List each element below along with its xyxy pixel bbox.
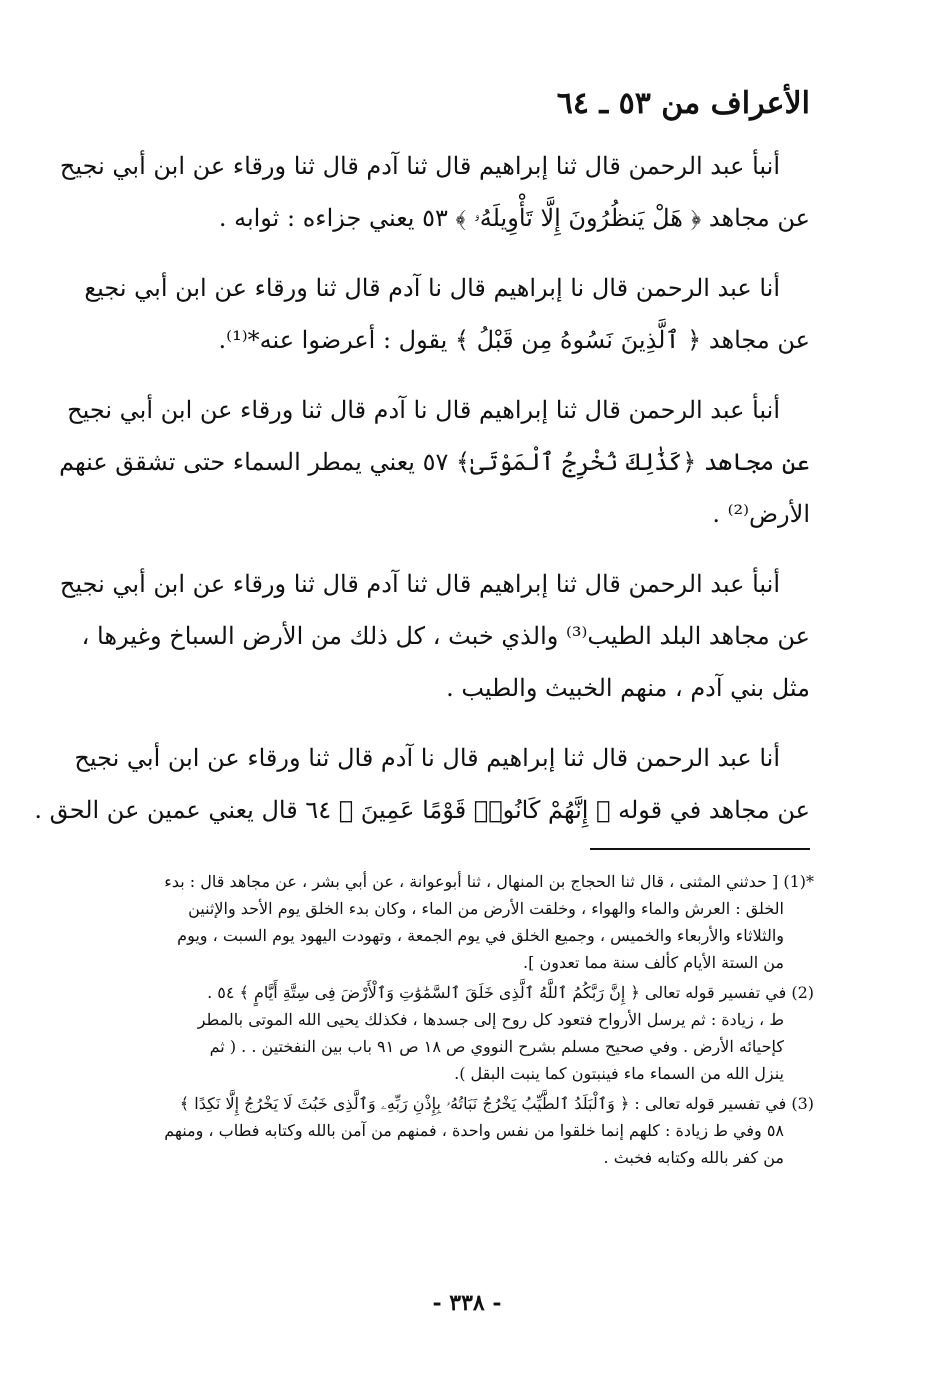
- footnote-1: [114, 868, 814, 976]
- page-header-title: الأعراف من ٥٣ ـ ٦٤: [556, 86, 810, 121]
- footnotes: [114, 868, 814, 1174]
- page-number: - ٣٣٨ -: [432, 1290, 502, 1316]
- text-line: عن مجاهد في قوله ﴿ إِنَّهُمْ كَانُوا۟ قَوْمًا عَمِينَ ﴾ ٦٤ قال يعني عمين عن الحق .: [34, 796, 810, 824]
- footnote-line: (3) في تفسير قوله تعالى : ﴿ وَٱلْبَلَدُ ٱلطَّيِّبُ يَخْرُجُ نَبَاتُهُۥ بِإِذْنِ رَبِّهِۦ وَٱلَّذِى خَبُثَ لَا يَخْرُجُ إِلَّا نَكِدًا ﴾: [179, 1094, 814, 1113]
- text-line: أنبأ عبد الرحمن قال ثنا إبراهيم قال نا آدم قال ثنا ورقاء عن ابن أبي نجيح: [67, 396, 780, 424]
- footnote-divider: [590, 848, 810, 850]
- text-line: مثل بني آدم ، منهم الخبيث والطيب .: [446, 674, 810, 702]
- footnote-line: والثلاثاء والأربعاء والخميس ، وجميع الخلق في يوم الجمعة ، وتهودت اليهود يوم السبت ، ويوم: [177, 926, 784, 945]
- footnote-line: من الستة الأيام كألف سنة مما تعدون ].: [523, 953, 784, 972]
- footnote-line: (2) في تفسير قوله تعالى ﴿ إِنَّ رَبَّكُمُ ٱللَّهُ ٱلَّذِى خَلَقَ ٱلسَّمَٰوَٰتِ وَٱلْأَرْضَ فِى سِتَّةِ أَيَّامٍ ﴾ ٥٤ .: [207, 983, 814, 1002]
- paragraph-4: [59, 558, 810, 714]
- text-line: أنا عبد الرحمن قال نا إبراهيم قال نا آدم قال ثنا ورقاء عن ابن أبي نجيع: [84, 274, 780, 302]
- text-line: عن مجاهد ﴿كَذَٰلِكَ نُخْرِجُ ٱلْمَوْتَىٰ﴾ ٥٧ يعني يمطر السماء حتى تشقق عنهم: [59, 448, 810, 476]
- text-line: الأرض⁽²⁾ .: [712, 500, 810, 528]
- text-line: عن مجاهد البلد الطيب⁽³⁾ والذي خبث ، كل ذلك من الأرض السباخ وغيرها ،: [81, 622, 810, 650]
- footnote-line: كإحيائه الأرض . وفي صحيح مسلم بشرح النووي ص ١٨ ص ٩١ باب بين النفختين . . ( ثم: [209, 1037, 784, 1056]
- paragraph-1: [59, 140, 810, 244]
- footnote-line: ط ، زيادة : ثم يرسل الأرواح فتعود كل روح إلى جسدها ، فكذلك يحيى الله الموتى بالمطر: [197, 1010, 784, 1029]
- text-line: عن مجاهد ﴿ ٱلَّذِينَ نَسُوهُ مِن قَبْلُ ﴾ يقول : أعرضوا عنه*⁽¹⁾.: [218, 326, 810, 354]
- text-line: عن مجاهد ﴿ هَلْ يَنظُرُونَ إِلَّا تَأْوِيلَهُۥ ﴾ ٥٣ يعني جزاءه : ثوابه .: [218, 204, 810, 232]
- footnote-2: [114, 979, 814, 1087]
- text-line: أنبأ عبد الرحمن قال ثنا إبراهيم قال ثنا آدم قال ثنا ورقاء عن ابن أبي نجيح: [59, 570, 780, 598]
- paragraph-5: [34, 732, 810, 836]
- text-line: أنا عبد الرحمن قال ثنا إبراهيم قال نا آدم قال ثنا ورقاء عن ابن أبي نجيح: [74, 744, 780, 772]
- footnote-line: ينزل الله من السماء ماء فينبتون كما ينبت البقل ).: [454, 1064, 784, 1083]
- footnote-line: الخلق : العرش والماء والهواء ، وخلقت الأرض من الماء ، وكان بدء الخلق يوم الأحد والإثنين: [188, 899, 784, 918]
- footnote-line: ٥٨ وفي ط زيادة : كلهم إنما خلقوا من نفس واحدة ، فمنهم من آمن بالله وكتابه فطاب ، ومنهم: [164, 1121, 784, 1140]
- paragraph-3: [59, 384, 810, 540]
- footnote-line: *(1) [ حدثني المثنى ، قال ثنا الحجاج بن المنهال ، ثنا أبوعوانة ، عن أبي بشر ، عن مجاهد قال : بدء: [164, 872, 814, 891]
- footnote-3: [114, 1090, 814, 1171]
- main-text: [34, 140, 810, 854]
- footnote-line: من كفر بالله وكتابه فخبث .: [603, 1148, 784, 1167]
- text-line: أنبأ عبد الرحمن قال ثنا إبراهيم قال ثنا آدم قال ثنا ورقاء عن ابن أبي نجيح: [59, 152, 780, 180]
- paragraph-2: [84, 262, 810, 366]
